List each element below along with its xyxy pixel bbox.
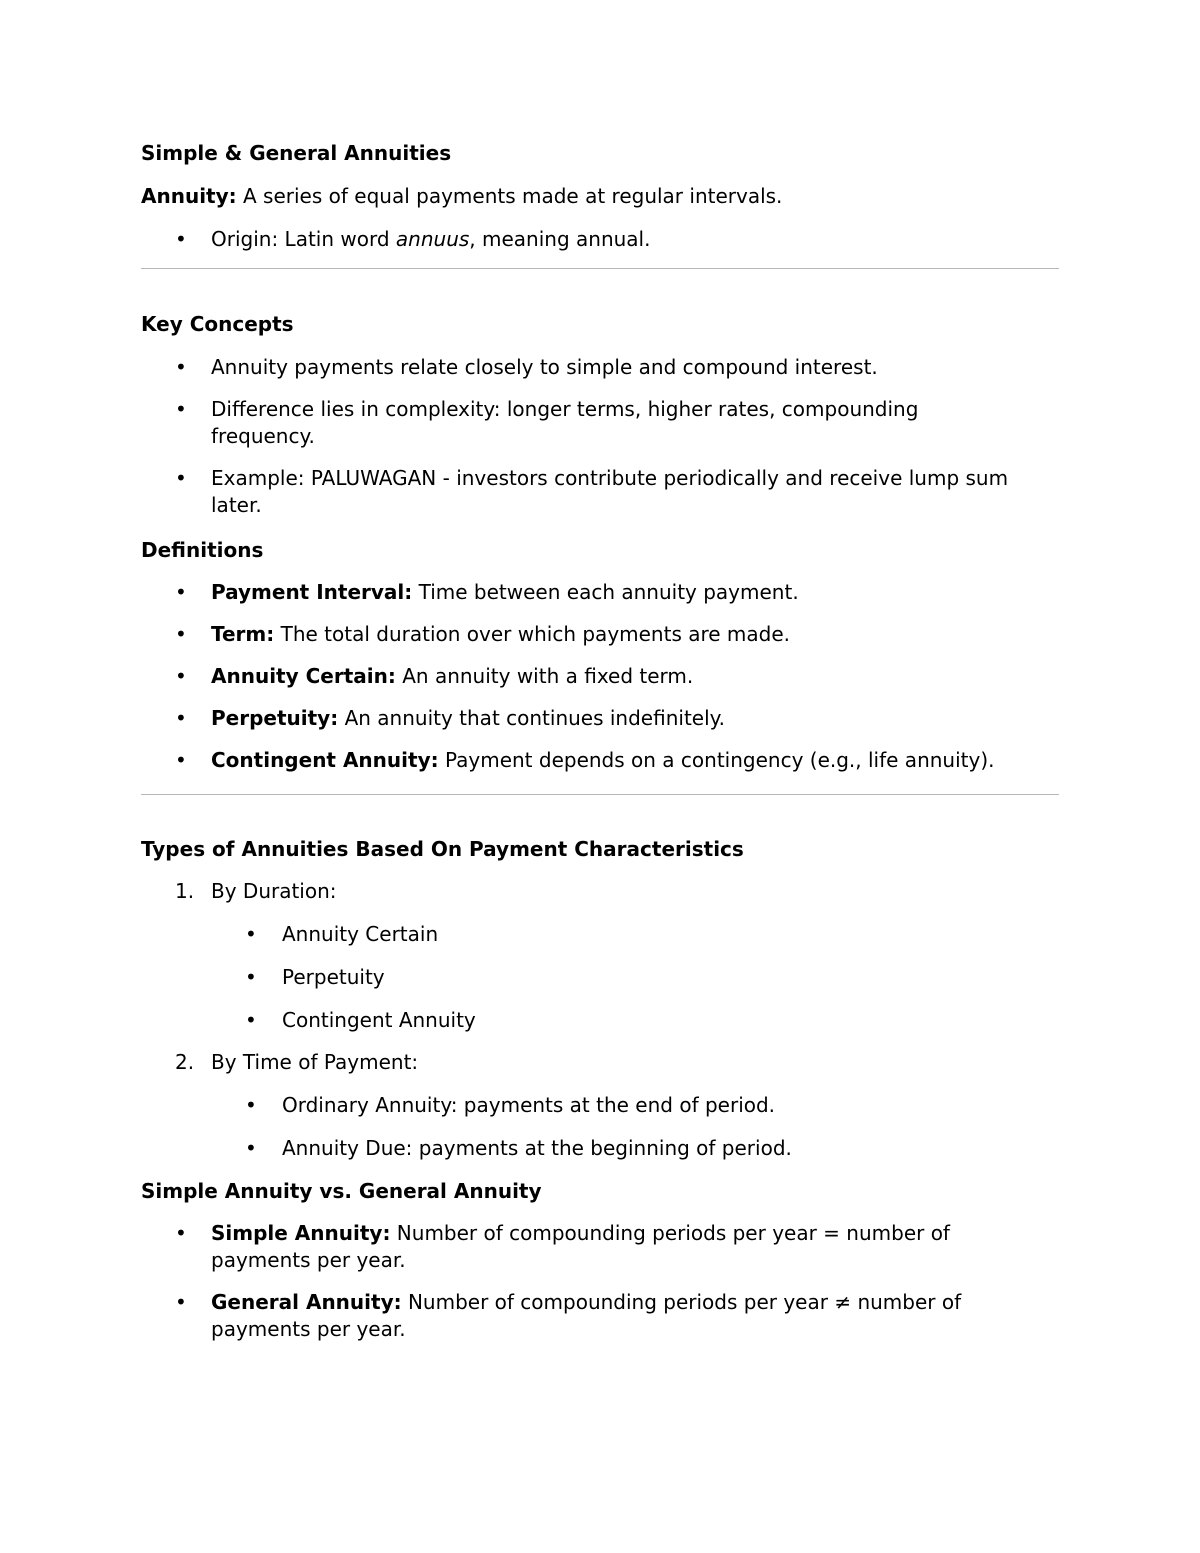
definition-text: An annuity that continues indefinitely. (338, 706, 725, 730)
comparison-text: Number of compounding periods per year = number of payments per year. (211, 1221, 950, 1272)
key-concept-text: Example: PALUWAGAN - investors contribute periodically and receive lump sum later. (211, 466, 1009, 517)
comparison-term: Simple Annuity: (211, 1221, 391, 1245)
list-item (141, 465, 1059, 519)
list-item (141, 1049, 1059, 1076)
origin-suffix: , meaning annual. (469, 227, 651, 251)
bullet-icon: • (245, 1093, 257, 1117)
key-concept-text: Difference lies in complexity: longer terms, higher rates, compounding frequency. (211, 397, 919, 448)
duration-sublist (141, 921, 1059, 1034)
list-item (141, 964, 1059, 991)
comparison-text: Number of compounding periods per year ≠ number of payments per year. (211, 1290, 962, 1341)
bullet-icon: • (245, 1136, 257, 1160)
list-item (141, 1220, 1059, 1274)
bullet-icon: • (175, 664, 187, 688)
sublist-item-text: Annuity Due: payments at the beginning of period. (282, 1136, 792, 1160)
annuity-definition-text: A series of equal payments made at regular intervals. (236, 184, 783, 208)
list-item (141, 1135, 1059, 1162)
list-item (141, 747, 1071, 774)
list-number: 1. (175, 879, 195, 903)
definition-term: Perpetuity: (211, 706, 339, 730)
annuity-definition (141, 182, 1059, 210)
comparison-heading: Simple Annuity vs. General Annuity (141, 1179, 542, 1203)
key-concepts-list (141, 354, 1059, 519)
origin-prefix: Origin: Latin word (211, 227, 396, 251)
bullet-icon: • (175, 748, 187, 772)
bullet-icon: • (245, 1008, 257, 1032)
bullet-icon: • (245, 965, 257, 989)
definitions-heading: Definitions (141, 538, 264, 562)
types-heading: Types of Annuities Based On Payment Characteristics (141, 837, 744, 861)
bullet-icon: • (245, 922, 257, 946)
section-divider (141, 794, 1059, 795)
origin-word: annuus (395, 227, 470, 251)
bullet-icon: • (175, 622, 187, 646)
bullet-icon: • (175, 355, 187, 379)
payment-time-sublist (141, 1092, 1059, 1162)
bullet-icon: • (175, 227, 187, 251)
sublist-item-text: Annuity Certain (282, 922, 439, 946)
definition-text: Payment depends on a contingency (e.g., life annuity). (438, 748, 995, 772)
key-concept-text: Annuity payments relate closely to simple and compound interest. (211, 355, 878, 379)
list-item (141, 621, 1071, 648)
key-concepts-heading: Key Concepts (141, 312, 294, 336)
origin-list (141, 226, 1059, 253)
annuity-term: Annuity: (141, 184, 237, 208)
type-group-label: By Time of Payment: (211, 1050, 419, 1074)
list-item (141, 921, 1059, 948)
definition-term: Annuity Certain: (211, 664, 396, 688)
list-item (141, 396, 1059, 450)
document-title: Simple & General Annuities (141, 141, 452, 165)
bullet-icon: • (175, 706, 187, 730)
definition-term: Contingent Annuity: (211, 748, 439, 772)
bullet-icon: • (175, 580, 187, 604)
definition-text: The total duration over which payments are made. (274, 622, 791, 646)
list-item (141, 226, 1059, 253)
list-item (141, 1289, 1059, 1343)
list-item (141, 1007, 1059, 1034)
list-item (141, 1092, 1059, 1119)
bullet-icon: • (175, 1290, 187, 1314)
list-item (141, 705, 1071, 732)
definitions-list (141, 579, 1071, 774)
definition-text: Time between each annuity payment. (412, 580, 799, 604)
types-list-2 (141, 1049, 1059, 1076)
bullet-icon: • (175, 466, 187, 490)
comparison-term: General Annuity: (211, 1290, 402, 1314)
bullet-icon: • (175, 397, 187, 421)
bullet-icon: • (175, 1221, 187, 1245)
list-item (141, 579, 1071, 606)
types-list (141, 878, 1059, 905)
list-item (141, 354, 1059, 381)
type-group-label: By Duration: (211, 879, 337, 903)
section-divider (141, 268, 1059, 269)
list-item (141, 878, 1059, 905)
list-item (141, 663, 1071, 690)
definition-text: An annuity with a fixed term. (395, 664, 694, 688)
definition-term: Payment Interval: (211, 580, 413, 604)
sublist-item-text: Perpetuity (282, 965, 385, 989)
list-number: 2. (175, 1050, 195, 1074)
comparison-list (141, 1220, 1059, 1343)
sublist-item-text: Ordinary Annuity: payments at the end of period. (282, 1093, 776, 1117)
definition-term: Term: (211, 622, 275, 646)
sublist-item-text: Contingent Annuity (282, 1008, 476, 1032)
